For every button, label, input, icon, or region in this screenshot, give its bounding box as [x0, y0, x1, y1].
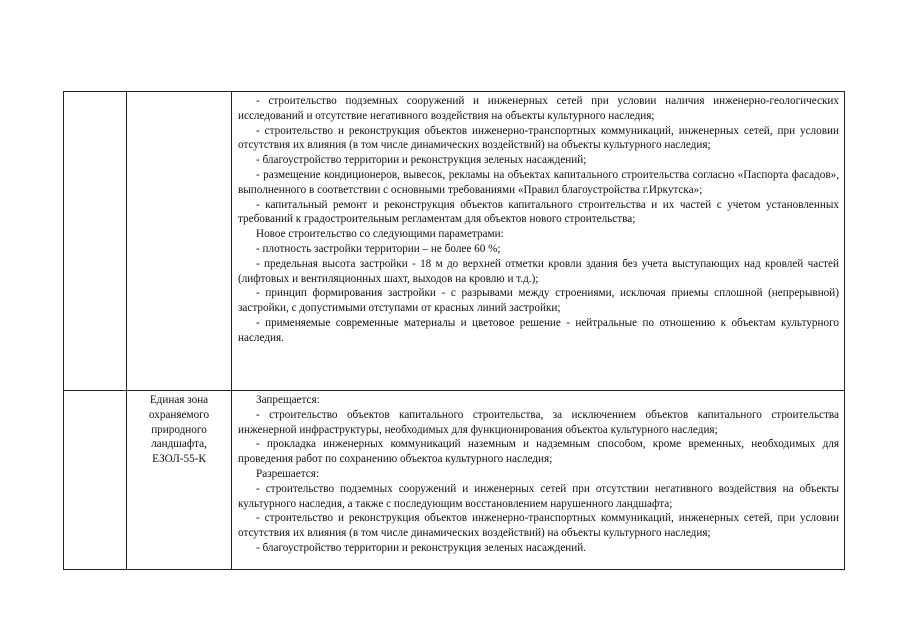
number-cell: [64, 92, 127, 391]
requirements-cell: [232, 92, 845, 391]
table-row: [64, 391, 845, 570]
regulations-table: [63, 91, 845, 570]
requirement-paragraph: - принцип формирования застройки - с разрывами между строениями, исключая приемы сплошной (непрерывной) застройки, с допустимыми отступами от красных линий застройки;: [238, 287, 839, 315]
requirement-paragraph: - предельная высота застройки - 18 м до верхней отметки кровли здания без учета выступающих над кровлей частей (лифтовых и вентиляционных шахт, выходов на кровлю и т.д.);: [238, 257, 839, 285]
requirements-cell: [232, 391, 845, 570]
number-cell: [64, 391, 127, 570]
requirement-paragraph: - строительство и реконструкция объектов инженерно-транспортных коммуникаций, инженерных сетей, при условии отсутствия их влияния (в том числе динамических воздействий) на объекты культурного наследия;: [238, 512, 839, 540]
allowed-heading: Разрешается:: [256, 467, 319, 480]
requirement-paragraph: - прокладка инженерных коммуникаций наземным и надземным способом, кроме временных, необходимых для проведения работ по сохранению объектоа культурного наследия;: [238, 438, 839, 466]
requirement-paragraph: Новое строительство со следующими параметрами:: [256, 228, 504, 241]
requirement-paragraph: - строительство подземных сооружений и инженерных сетей при отсутствии негативного воздействия на объекты культурного наследия, а также с последующим восстановлением нарушенного ландшафта;: [238, 482, 839, 510]
requirement-paragraph: - благоустройство территории и реконструкция зеленых насаждений.: [256, 541, 587, 554]
requirement-paragraph: - строительство объектов капитального строительства, за исключением объектов капитального строительства инженерной инфраструктуры, необходимых для функционирования объектоа культурного наследия;: [238, 408, 839, 436]
zone-name-cell: [127, 92, 232, 391]
requirement-paragraph: - плотность застройки территории – не более 60 %;: [256, 242, 501, 255]
prohibited-heading: Запрещается:: [256, 394, 320, 406]
requirement-paragraph: - благоустройство территории и реконструкция зеленых насаждений;: [256, 154, 587, 167]
requirement-paragraph: - строительство подземных сооружений и инженерных сетей при условии наличия инженерно-геологических исследований и отсутствие негативного воздействия на объекты культурного наследия;: [238, 95, 839, 122]
requirement-paragraph: - капитальный ремонт и реконструкция объектов капитального строительства и их частей с учетом установленных требований к градостроительным регламентам для объектов нового строительства;: [238, 198, 839, 226]
requirement-paragraph: - размещение кондиционеров, вывесок, рекламы на объектах капитального строительства согласно «Паспорта фасадов», выполненного в соответствии с основными требованиями «Правил благоустройства г.Иркутска»;: [238, 168, 839, 196]
table-row: [64, 92, 845, 391]
requirement-paragraph: - применяемые современные материалы и цветовое решение - нейтральные по отношению к объектам культурного наследия.: [238, 316, 839, 344]
zone-name-cell: Единая зона охраняемого природного ландшафта, ЕЗОЛ-55-К: [127, 391, 232, 570]
requirement-paragraph: - строительство и реконструкция объектов инженерно-транспортных коммуникаций, инженерных сетей, при условии отсутствия их влияния (в том числе динамических воздействий) на объекты культурного наследия;: [238, 124, 839, 152]
